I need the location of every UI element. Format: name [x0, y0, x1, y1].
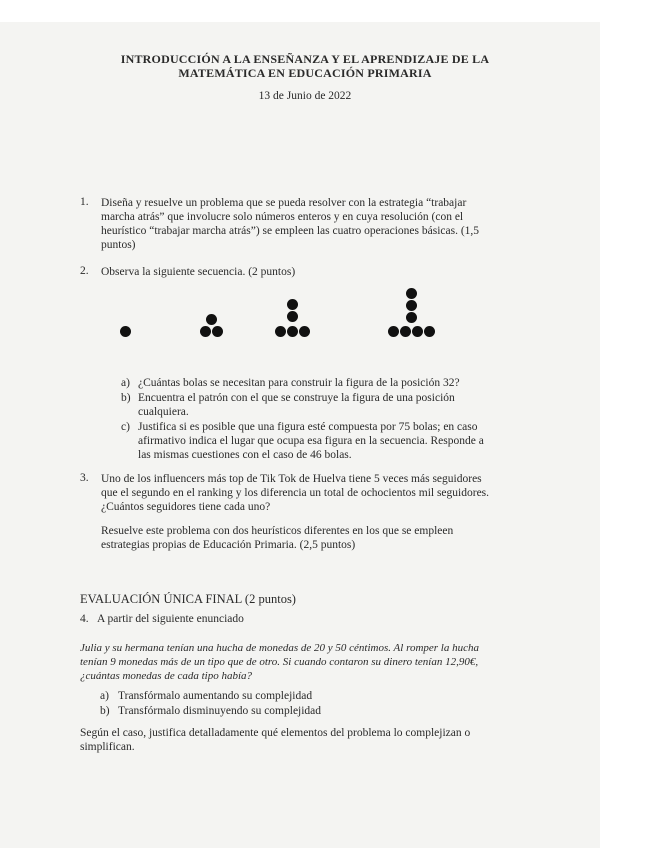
q2-item-a-letter: a): [121, 377, 130, 389]
q2-item-b-line-2: cualquiera.: [138, 406, 189, 418]
q4-item-a-letter: a): [100, 690, 109, 702]
figure-2-dot: [200, 326, 211, 337]
q2-number: 2.: [80, 265, 89, 277]
q3-line-5: estrategias propias de Educación Primaria. (2,5 puntos): [101, 539, 356, 551]
figure-2-dot: [206, 314, 217, 325]
q2-item-c-line-3: las mismas cuestiones con el caso de 46 bolas.: [138, 449, 352, 461]
q3-line-1: Uno de los influencers más top de Tik Tok de Huelva tiene 5 veces más seguidores: [101, 473, 482, 485]
q4-statement: [80, 641, 479, 683]
figure-4-dot: [406, 288, 417, 299]
closing-text: [80, 726, 470, 754]
figure-4-dot: [406, 312, 417, 323]
exam-date: 13 de Junio de 2022: [258, 90, 352, 102]
q4-item-a-text: Transfórmalo aumentando su complejidad: [118, 690, 313, 702]
closing-line-1: Según el caso, justifica detalladamente qué elementos del problema lo complejizan o: [80, 727, 471, 739]
figure-4-dot: [424, 326, 435, 337]
final-heading: EVALUACIÓN ÚNICA FINAL (2 puntos): [80, 592, 296, 606]
q4-item-b-letter: b): [100, 705, 110, 717]
figure-4-dot: [388, 326, 399, 337]
q1-line-2: marcha atrás” que involucre solo números enteros y en cuya resolución (con el: [101, 211, 464, 223]
figure-4-dot: [406, 300, 417, 311]
exam-title: [100, 52, 510, 80]
q2-item-b-letter: b): [121, 392, 131, 404]
q1-line-3: heurístico “trabajar marcha atrás”) se empleen las cuatro operaciones básicas. (1,5: [101, 225, 480, 237]
statement-line-2: tenían 9 monedas más de un tipo que de otro. Si cuando contaron su dinero tenían 12,90€,: [80, 656, 479, 668]
q3-line-3: ¿Cuántos seguidores tiene cada uno?: [101, 501, 271, 513]
q2-item-a-text: ¿Cuántas bolas se necesitan para construir la figura de la posición 32?: [138, 377, 460, 389]
figure-1-dot: [120, 326, 131, 337]
figure-3-dot: [287, 326, 298, 337]
q2-item-c-letter: c): [121, 421, 130, 433]
q2-item-a: [121, 376, 130, 390]
q4-text: A partir del siguiente enunciado: [97, 613, 244, 625]
q1-line-4: puntos): [101, 239, 136, 251]
figure-2-dot: [212, 326, 223, 337]
q2-item-c-line-2: afirmativo indica el lugar que ocupa esa figura en la secuencia. Responde a: [138, 435, 484, 447]
figure-3-dot: [287, 311, 298, 322]
q2-item-c-line-1: Justifica si es posible que una figura esté compuesta por 75 bolas; en caso: [138, 421, 478, 433]
q1-number: 1.: [80, 196, 89, 208]
figure-3-dot: [299, 326, 310, 337]
title-line-2: MATEMÁTICA EN EDUCACIÓN PRIMARIA: [178, 66, 432, 80]
title-line-1: INTRODUCCIÓN A LA ENSEÑANZA Y EL APRENDIZAJE DE LA: [120, 52, 490, 66]
q4-item-b-text: Transfórmalo disminuyendo su complejidad: [118, 705, 322, 717]
q4-number: 4.: [80, 613, 89, 625]
q2-item-c-text: [138, 420, 484, 462]
q2-item-b-text: [138, 391, 455, 419]
q2-item-b-line-1: Encuentra el patrón con el que se construye la figura de una posición: [138, 392, 455, 404]
q2-text: Observa la siguiente secuencia. (2 puntos): [101, 266, 296, 278]
q3-instructions: [101, 524, 453, 552]
figure-4-dot: [412, 326, 423, 337]
q3-text: [101, 472, 489, 514]
q3-line-4: Resuelve este problema con dos heurísticos diferentes en los que se empleen: [101, 525, 454, 537]
q1-text: [101, 196, 551, 252]
q1-line-1: Diseña y resuelve un problema que se pueda resolver con la estrategia “trabajar: [101, 197, 467, 209]
statement-line-1: Julia y su hermana tenían una hucha de monedas de 20 y 50 céntimos. Al romper la hucha: [80, 642, 479, 654]
figure-3-dot: [275, 326, 286, 337]
q3-number: 3.: [80, 472, 89, 484]
closing-line-2: simplifican.: [80, 741, 135, 753]
dot-sequence: [110, 280, 450, 340]
q3-line-2: que el segundo en el ranking y los diferencia un total de ochocientos mil seguidores.: [101, 487, 490, 499]
figure-3-dot: [287, 299, 298, 310]
figure-4-dot: [400, 326, 411, 337]
statement-line-3: ¿cuántas monedas de cada tipo había?: [80, 670, 253, 682]
